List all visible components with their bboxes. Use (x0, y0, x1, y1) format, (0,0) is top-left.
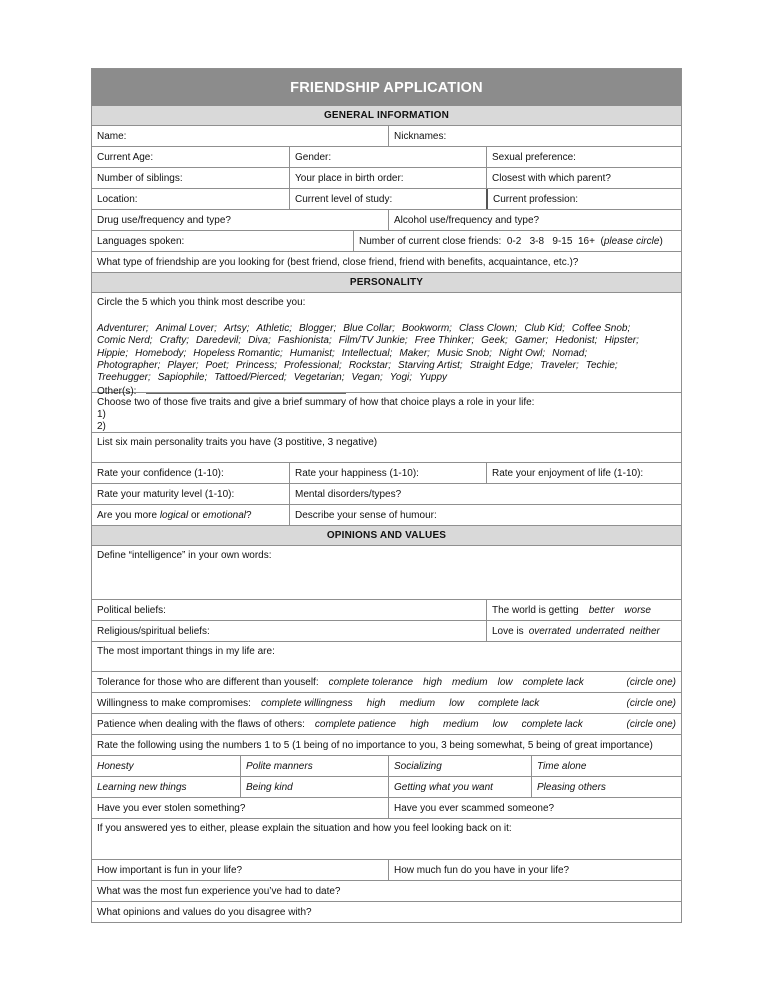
row-fun (92, 859, 681, 880)
row-compromise (92, 692, 681, 713)
logical-emotional-field[interactable] (92, 505, 289, 525)
compromise-option[interactable]: low (449, 697, 465, 709)
gender-field[interactable]: Gender: (289, 147, 486, 167)
tolerance-option[interactable]: medium (452, 676, 488, 688)
siblings-field[interactable]: Number of siblings: (97, 172, 183, 184)
traits-line-2 (97, 335, 676, 347)
profession-field[interactable]: Current profession: (486, 189, 681, 209)
patience-label: Patience when dealing with the flaws of others: (97, 718, 305, 730)
rate-item[interactable]: Pleasing others (531, 777, 681, 797)
logical-end: ? (245, 509, 252, 521)
fun-experience-field[interactable]: What was the most fun experience you’ve had to date? (97, 885, 341, 897)
emotional-word: emotional (202, 509, 246, 521)
world-option-better[interactable]: better (588, 604, 615, 616)
compromise-field[interactable] (92, 693, 681, 713)
trait-option[interactable]: Hipster; (604, 335, 639, 347)
humour-field[interactable]: Describe your sense of humour: (289, 505, 681, 525)
close-friends-end: ) (659, 235, 663, 247)
world-label: The world is getting (492, 604, 579, 616)
closest-parent-field[interactable]: Closest with which parent? (486, 168, 681, 188)
trait-option[interactable]: Hedonist; (555, 335, 598, 347)
choose-two-field[interactable] (92, 393, 681, 432)
friendship-type-field[interactable]: What type of friendship are you looking for (best friend, close friend, friend with benefits, acquaintance, etc.)? (97, 256, 579, 268)
trait-option[interactable]: Yogi; (389, 372, 413, 384)
love-is-field[interactable] (486, 621, 681, 641)
row-tolerance (92, 671, 681, 692)
close-friends-hint: please circle (603, 235, 660, 247)
rate-item[interactable]: Learning new things (97, 781, 187, 793)
six-traits-field[interactable]: List six main personality traits you have (3 postitive, 3 negative) (97, 437, 378, 448)
trait-option[interactable]: Nomad; (552, 347, 588, 359)
nicknames-field[interactable]: Nicknames: (388, 126, 681, 146)
rate-prompt: Rate the following using the numbers 1 to 5 (1 being of no importance to you, 3 being somewhat, 5 being of great importance) (97, 739, 653, 751)
rate-item[interactable]: Socializing (388, 756, 531, 776)
patience-field[interactable] (92, 714, 681, 734)
age-field[interactable]: Current Age: (97, 151, 154, 163)
choose-item-2: 2) (97, 421, 106, 432)
trait-option[interactable]: Maker; (399, 347, 430, 359)
row-political (92, 599, 681, 620)
trait-option[interactable]: Blogger; (298, 323, 337, 335)
trait-option[interactable]: Yuppy (419, 372, 448, 384)
traits-line-3 (97, 348, 676, 360)
trait-option[interactable]: Humanist; (289, 347, 335, 359)
logical-pre: Are you more (97, 509, 160, 521)
row-explain (92, 818, 681, 859)
rate-item[interactable]: Polite manners (240, 756, 388, 776)
trait-option[interactable]: Gamer; (514, 335, 549, 347)
trait-option[interactable]: Traveler; (540, 359, 579, 371)
row-logic-humour (92, 504, 681, 525)
circle-one-hint: (circle one) (626, 718, 676, 730)
trait-option[interactable]: Starving Artist; (398, 359, 463, 371)
trait-option[interactable]: Straight Edge; (469, 359, 534, 371)
row-rate-items-1 (92, 755, 681, 776)
trait-option[interactable]: Sapiophile; (157, 372, 208, 384)
intelligence-field[interactable]: Define “intelligence” in your own words: (97, 550, 272, 561)
love-label: Love is (492, 625, 524, 637)
trait-option[interactable]: Player; (167, 359, 199, 371)
compromise-option[interactable]: high (366, 697, 386, 709)
row-siblings (92, 167, 681, 188)
row-choose-two (92, 392, 681, 432)
trait-option[interactable]: Athletic; (256, 323, 292, 335)
happiness-field[interactable]: Rate your happiness (1-10): (289, 463, 486, 483)
tolerance-option[interactable]: high (423, 676, 443, 688)
birth-order-field[interactable]: Your place in birth order: (289, 168, 486, 188)
trait-option[interactable]: Hopeless Romantic; (193, 347, 283, 359)
trait-option[interactable]: Vegan; (351, 372, 383, 384)
disagree-field[interactable]: What opinions and values do you disagree with? (97, 906, 312, 918)
circle-one-hint: (circle one) (626, 676, 676, 688)
choose-item-1: 1) (97, 409, 106, 420)
tolerance-label: Tolerance for those who are different than youself: (97, 676, 319, 688)
trait-option[interactable]: Princess; (235, 359, 277, 371)
trait-option[interactable]: Class Clown; (458, 323, 518, 335)
row-important (92, 641, 681, 671)
trait-option[interactable]: Free Thinker; (414, 335, 475, 347)
logical-word: logical (159, 509, 189, 521)
fun-amount-field[interactable]: How much fun do you have in your life? (388, 860, 681, 880)
compromise-option[interactable]: complete willingness (260, 697, 353, 709)
compromise-option[interactable]: medium (399, 697, 436, 709)
logical-mid: or (188, 509, 203, 521)
trait-option[interactable]: Comic Nerd; (97, 335, 153, 347)
sexual-preference-field[interactable]: Sexual preference: (486, 147, 681, 167)
tolerance-option[interactable]: complete lack (522, 676, 584, 688)
row-traits (92, 292, 681, 398)
trait-option[interactable]: Crafty; (159, 335, 190, 347)
alcohol-use-field[interactable]: Alcohol use/frequency and type? (388, 210, 681, 230)
traits-prompt: Circle the 5 which you think most describe you: (97, 297, 306, 308)
row-languages (92, 230, 681, 251)
row-patience (92, 713, 681, 734)
rate-item[interactable]: Honesty (97, 760, 134, 772)
trait-option[interactable]: Fashionista; (277, 335, 332, 347)
stolen-field[interactable]: Have you ever stolen something? (97, 802, 246, 814)
row-friendship-type (92, 251, 681, 272)
tolerance-option[interactable]: low (497, 676, 513, 688)
compromise-option[interactable]: complete lack (478, 697, 540, 709)
form-title: FRIENDSHIP APPLICATION (92, 69, 681, 106)
trait-option[interactable]: Adventurer; (97, 323, 149, 335)
trait-option[interactable]: Vegetarian; (293, 372, 345, 384)
important-things-field[interactable]: The most important things in my life are: (97, 646, 275, 657)
name-field[interactable]: Name: (97, 130, 127, 142)
trait-option[interactable]: Bookworm; (401, 323, 452, 335)
trait-option[interactable]: Film/TV Junkie; (338, 335, 408, 347)
traits-line-4 (97, 360, 676, 372)
trait-option[interactable]: Tattoed/Pierced; (214, 372, 287, 384)
trait-option[interactable]: Poet; (205, 359, 229, 371)
love-option-overrated[interactable]: overrated (528, 625, 571, 637)
close-friends-field[interactable] (353, 231, 681, 251)
world-getting-field[interactable] (486, 600, 681, 620)
row-religious (92, 620, 681, 641)
trait-option[interactable]: Geek; (481, 335, 508, 347)
scammed-field[interactable]: Have you ever scammed someone? (388, 798, 681, 818)
friendship-application-form (91, 68, 682, 923)
maturity-field[interactable]: Rate your maturity level (1-10): (97, 488, 235, 500)
trait-option[interactable]: Rockstar; (348, 359, 392, 371)
trait-option[interactable]: Intellectual; (341, 347, 393, 359)
patience-option[interactable]: complete patience (314, 718, 397, 730)
location-field[interactable]: Location: (97, 193, 138, 205)
religious-field[interactable]: Religious/spiritual beliefs: (97, 625, 210, 637)
political-field[interactable]: Political beliefs: (97, 604, 166, 616)
circle-one-hint: (circle one) (626, 697, 676, 709)
traits-line-5 (97, 372, 676, 384)
trait-option[interactable]: Animal Lover; (155, 323, 217, 335)
trait-option[interactable]: Coffee Snob; (571, 323, 631, 335)
world-option-worse[interactable]: worse (624, 604, 651, 616)
drug-use-field[interactable]: Drug use/frequency and type? (97, 214, 231, 226)
patience-option[interactable]: high (410, 718, 429, 730)
tolerance-option[interactable]: complete tolerance (328, 676, 414, 688)
rate-item[interactable]: Time alone (531, 756, 681, 776)
trait-option[interactable]: Treehugger; (97, 372, 151, 384)
patience-option[interactable]: low (492, 718, 508, 730)
rate-item[interactable]: Being kind (240, 777, 388, 797)
explain-field[interactable]: If you answered yes to either, please explain the situation and how you feel looking back on it: (97, 823, 512, 834)
other-traits-label: Other(s): (97, 386, 137, 398)
languages-field[interactable]: Languages spoken: (97, 235, 185, 247)
trait-option[interactable]: Artsy; (223, 323, 250, 335)
row-rate-items-2 (92, 776, 681, 797)
trait-option[interactable]: Photographer; (97, 359, 161, 371)
row-ratings-2 (92, 483, 681, 504)
row-ratings-1 (92, 462, 681, 483)
trait-option[interactable]: Club Kid; (524, 323, 565, 335)
row-substances (92, 209, 681, 230)
trait-option[interactable]: Hippie; (97, 347, 129, 359)
trait-option[interactable]: Night Owl; (498, 347, 546, 359)
trait-option[interactable]: Blue Collar; (343, 323, 395, 335)
row-rate-prompt (92, 734, 681, 755)
confidence-field[interactable]: Rate your confidence (1-10): (97, 467, 224, 479)
row-intelligence (92, 545, 681, 599)
traits-list (97, 323, 676, 398)
rate-item[interactable]: Getting what you want (388, 777, 531, 797)
trait-option[interactable]: Homebody; (135, 347, 187, 359)
row-location (92, 188, 681, 209)
row-six-traits (92, 432, 681, 462)
traits-block (92, 293, 681, 398)
row-name (92, 125, 681, 146)
compromise-label: Willingness to make compromises: (97, 697, 251, 709)
section-personality: PERSONALITY (92, 272, 681, 292)
patience-option[interactable]: medium (442, 718, 479, 730)
study-level-field[interactable]: Current level of study: (289, 189, 486, 209)
trait-option[interactable]: Techie; (585, 359, 618, 371)
love-option-neither[interactable]: neither (629, 625, 660, 637)
patience-option[interactable]: complete lack (521, 718, 583, 730)
row-age (92, 146, 681, 167)
section-opinions-values: OPINIONS AND VALUES (92, 525, 681, 545)
trait-option[interactable]: Professional; (284, 359, 342, 371)
love-option-underrated[interactable]: underrated (575, 625, 625, 637)
traits-line-1 (97, 323, 676, 335)
row-fun-experience (92, 880, 681, 901)
tolerance-field[interactable] (92, 672, 681, 692)
trait-option[interactable]: Diva; (248, 335, 271, 347)
mental-disorders-field[interactable]: Mental disorders/types? (289, 484, 681, 504)
section-general-information: GENERAL INFORMATION (92, 106, 681, 125)
close-friends-label: Number of current close friends: 0-2 3-8 9-15 16+ ( (359, 235, 604, 247)
enjoyment-field[interactable]: Rate your enjoyment of life (1-10): (486, 463, 681, 483)
fun-importance-field[interactable]: How important is fun in your life? (97, 864, 243, 876)
trait-option[interactable]: Daredevil; (196, 335, 242, 347)
choose-two-prompt: Choose two of those five traits and give a brief summary of how that choice plays a role in your life: (97, 397, 535, 408)
trait-option[interactable]: Music Snob; (436, 347, 492, 359)
row-disagree (92, 901, 681, 922)
row-stolen-scammed (92, 797, 681, 818)
